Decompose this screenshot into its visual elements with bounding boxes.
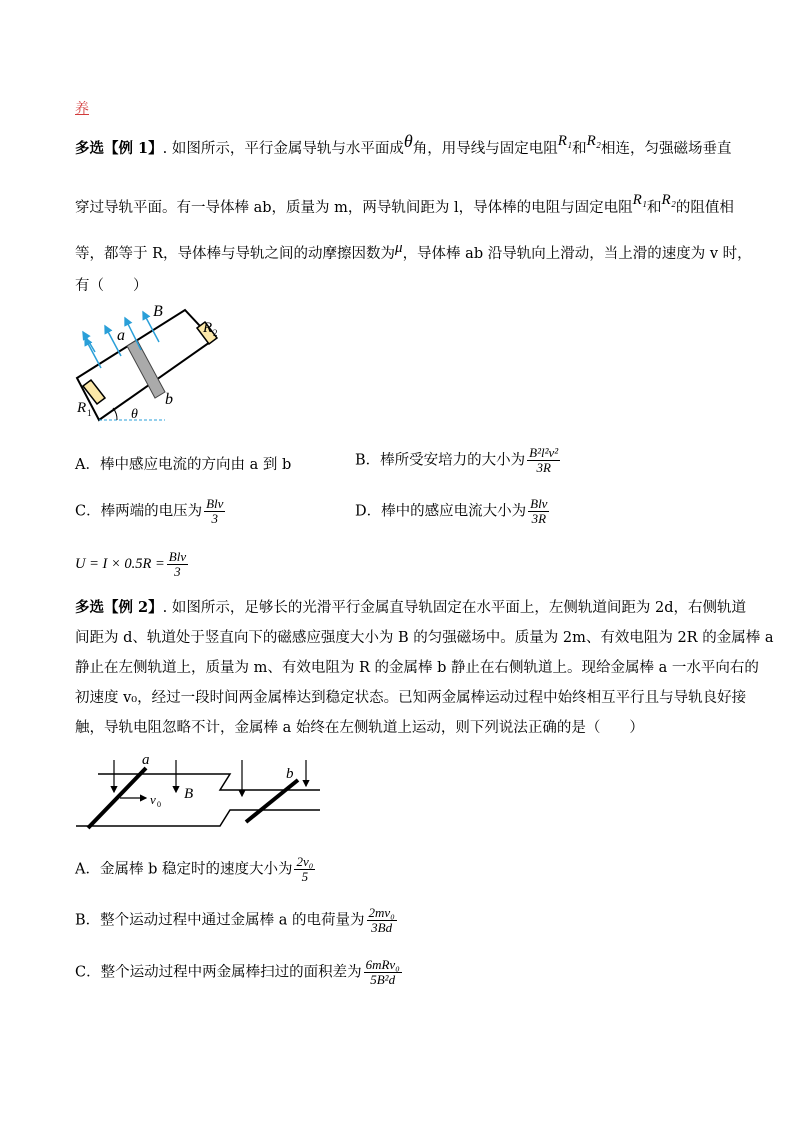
fig2-label-b: b <box>286 766 294 782</box>
q1-figure <box>65 298 225 430</box>
q2-line3: 静止在左侧轨道上，质量为 m、有效电阻为 R 的金属棒 b 静止在右侧轨道上。现给金属棒 a 一水平向右的 <box>75 660 759 676</box>
fig1-label-theta: θ <box>131 407 138 422</box>
q1-formula: U = I × 0.5R = $\frac{\text{Blv}}{3}$ <box>75 549 187 579</box>
q1-option-b: B．棒所受安培力的大小为 $\frac{\text{B²l²v²}}{3R}$ <box>355 445 559 475</box>
q1-line1: 多选【例 1】. 如图所示，平行金属导轨与水平面成θ角，用导线与固定电阻R₁和R₂相连，匀强磁场垂直 <box>75 131 732 157</box>
q2-line2: 间距为 d、轨道处于竖直向下的磁感应强度大小为 B 的匀强磁场中。质量为 2m、有效电阻为 2R 的金属棒 a <box>75 630 774 646</box>
q2-figure <box>70 752 330 834</box>
q2-tag: 多选【例 2】 <box>75 599 163 616</box>
fig2-label-a: a <box>142 752 150 768</box>
q2-option-c: C．整个运动过程中两金属棒扫过的面积差为 $\frac{\text{6mRv₀}}{\text{5B²d}}$ <box>75 957 400 987</box>
q2-line4: 初速度 v₀，经过一段时间两金属棒达到稳定状态。已知两金属棒运动过程中始终相互平行且与导轨良好接 <box>75 690 747 706</box>
fig1-label-R1-sub: 1 <box>87 408 92 418</box>
q2-option-b: B．整个运动过程中通过金属棒 a 的电荷量为 $\frac{\text{2mv₀}}{3Bd}$ <box>75 905 395 935</box>
q1-option-a: A．棒中感应电流的方向由 a 到 b <box>75 457 292 473</box>
q1-tag: 多选【例 1】 <box>75 140 163 157</box>
fig1-label-R2-sub: 2 <box>213 328 218 338</box>
q1-line3: 等，都等于 R，导体棒与导轨之间的动摩擦因数为μ，导体棒 ab 沿导轨向上滑动，当上滑的速度为 v 时， <box>75 240 752 262</box>
resistor-r1 <box>83 380 105 404</box>
q2-line1: 多选【例 2】. 如图所示，足够长的光滑平行金属直导轨固定在水平面上，左侧轨道间距为 2d，右侧轨道 <box>75 599 746 616</box>
q2-line5: 触，导轨电阻忽略不计，金属棒 a 始终在左侧轨道上运动，则下列说法正确的是（ ） <box>75 720 644 736</box>
fig2-label-B: B <box>184 786 194 802</box>
fig2-label-v-sub: 0 <box>157 800 161 809</box>
q1-line4: 有（ ） <box>75 278 148 294</box>
fig1-label-R1: R <box>77 400 87 416</box>
fig1-label-b: b <box>165 391 173 408</box>
rod-b <box>246 780 298 822</box>
header-mark: 养 <box>75 101 89 117</box>
q2-option-a: A．金属棒 b 稳定时的速度大小为 $\frac{\text{2v₀}}{5}$ <box>75 854 314 884</box>
fig1-label-B: B <box>153 303 163 320</box>
fig2-label-v: v <box>150 792 156 807</box>
q1-line2: 穿过导轨平面。有一导体棒 ab，质量为 m，两导轨间距为 l，导体棒的电阻与固定电阻R₁和R₂的阻值相 <box>75 192 734 216</box>
q1-option-d: D．棒中的感应电流大小为 $\frac{\text{Blv}}{3R}$ <box>355 496 548 526</box>
fig1-label-R2: R <box>203 320 213 336</box>
q1-option-c: C．棒两端的电压为 $\frac{\text{Blv}}{3}$ <box>75 496 224 526</box>
fig1-label-a: a <box>117 327 125 344</box>
